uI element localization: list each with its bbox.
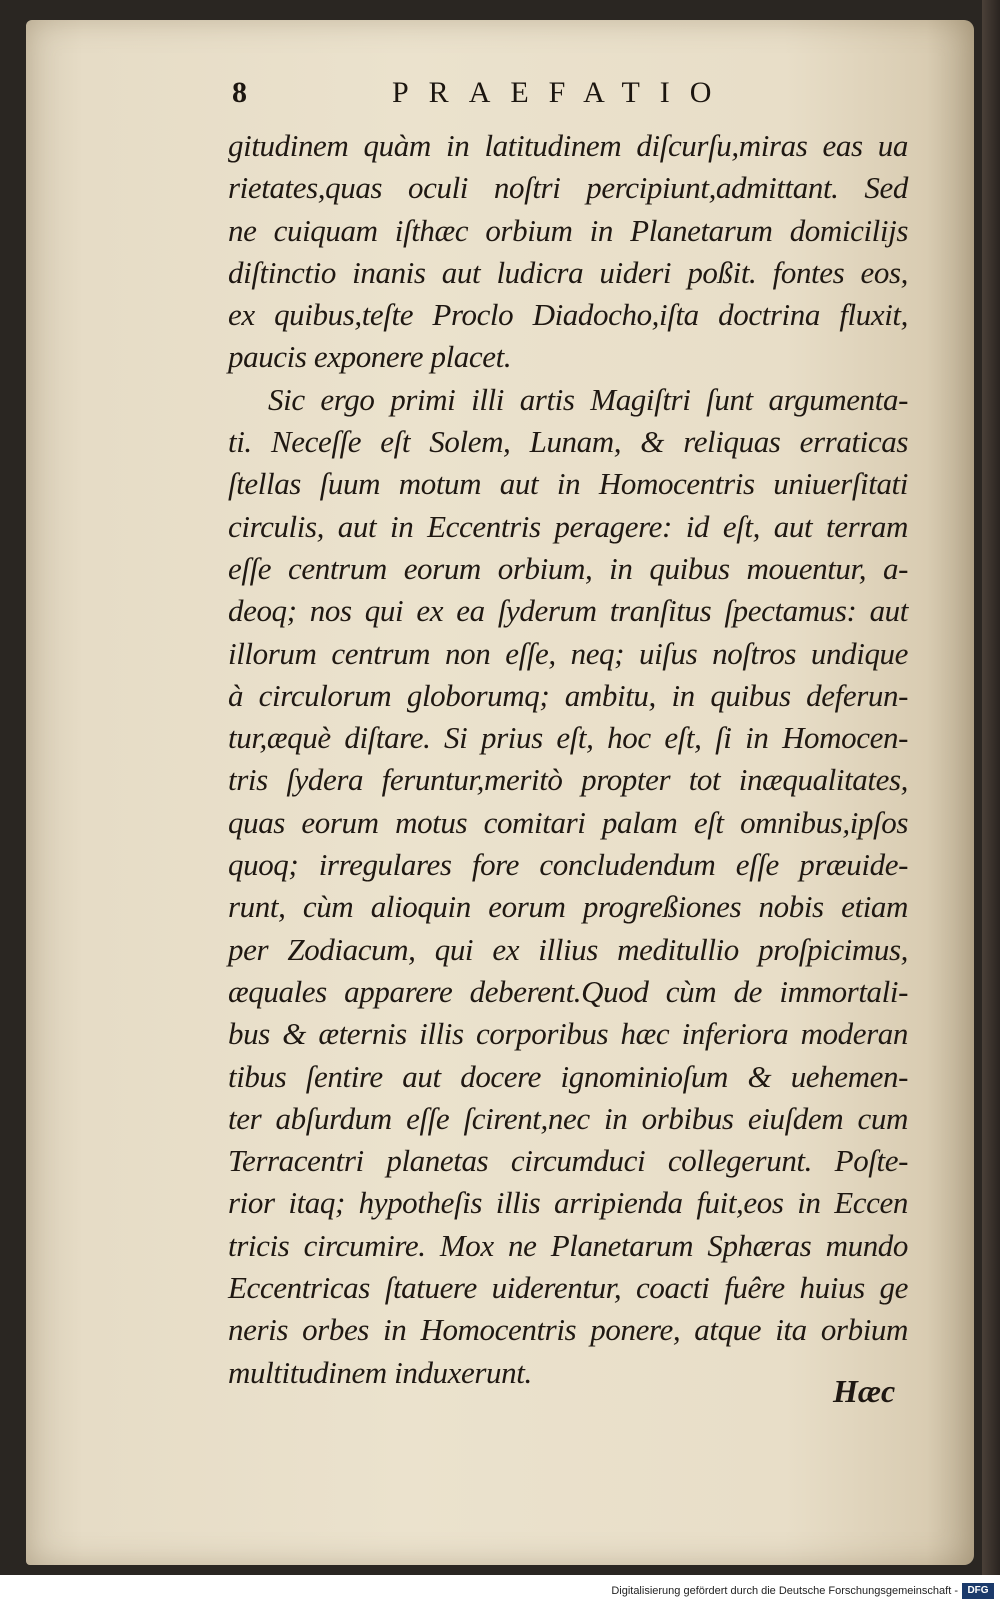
text-line: multitudinem induxerunt. [228, 1354, 532, 1390]
text-line: tris ſydera feruntur,meritò propter tot inæqualitates, [228, 762, 908, 798]
text-line: tricis circumire. Mox ne Planetarum Sphæras mundo [228, 1227, 908, 1263]
running-head: PRAEFATIO [392, 76, 732, 109]
text-line: quoq; irregulares fore concludendum eſſe præuide- [228, 847, 908, 883]
text-line: ne cuiquam iſthæc orbium in Planetarum domicilijs [228, 212, 908, 248]
text-line: ſtellas ſuum motum aut in Homocentris uniuerſitati [228, 466, 908, 502]
text-line: ti. Neceſſe eſt Solem, Lunam, & reliquas erraticas [228, 424, 908, 460]
text-line: Sic ergo primi illi artis Magiſtri ſunt argumenta- [268, 381, 908, 417]
text-line: tibus ſentire aut docere ignominioſum & uehemen- [228, 1058, 908, 1094]
body-text [228, 125, 908, 1394]
text-line: diſtinctio inanis aut ludicra uideri poßit. fontes eos, [228, 254, 908, 290]
funding-credit: Digitalisierung gefördert durch die Deutsche Forschungsgemeinschaft - [611, 1585, 958, 1597]
text-line: illorum centrum non eſſe, neq; uiſus noſtros undique [228, 635, 908, 671]
text-line: ter abſurdum eſſe ſcirent,nec in orbibus eiuſdem cum [228, 1100, 908, 1136]
text-line: eſſe centrum eorum orbium, in quibus mouentur, a- [228, 550, 908, 586]
text-line: à circulorum globorumq; ambitu, in quibus deferun- [228, 677, 908, 713]
text-line: bus & æternis illis corporibus hæc inferiora moderan [228, 1016, 908, 1052]
text-line: gitudinem quàm in latitudinem diſcurſu,miras eas ua [228, 128, 908, 163]
text-line: quas eorum motus comitari palam eſt omnibus,ipſos [228, 804, 908, 840]
text-line: neris orbes in Homocentris ponere, atque ita orbium [228, 1312, 908, 1348]
text-line: per Zodiacum, qui ex illius meditullio proſpicimus, [228, 931, 908, 967]
dfg-logo: DFG [962, 1583, 994, 1599]
text-line: ex quibus,teſte Proclo Diadocho,iſta doctrina fluxit, [228, 297, 908, 333]
text-line: Terracentri planetas circumduci collegerunt. Poſte- [228, 1143, 908, 1179]
book-edge [982, 0, 1000, 1575]
catchword: Hæc [833, 1373, 896, 1409]
page-header [232, 76, 772, 116]
text-line: æquales apparere deberent.Quod cùm de immortali- [228, 973, 908, 1009]
text-line: runt, cùm alioquin eorum progreßiones nobis etiam [228, 889, 908, 925]
text-line: deoq; nos qui ex ea ſyderum tranſitus ſpectamus: aut [228, 593, 908, 629]
text-line: rior itaq; hypotheſis illis arripienda fuit,eos in Eccen [228, 1185, 908, 1221]
text-line: tur,æquè diſtare. Si prius eſt, hoc eſt, ſi in Homocen- [228, 720, 908, 756]
text-line: paucis exponere placet. [228, 339, 512, 375]
text-line: rietates,quas oculi noſtri percipiunt,admittant. Sed [228, 170, 908, 206]
text-line: circulis, aut in Eccentris peragere: id eſt, aut terram [228, 508, 908, 544]
page-number: 8 [232, 76, 247, 109]
text-line: Eccentricas ſtatuere uiderentur, coacti fuêre huius ge [228, 1270, 908, 1306]
